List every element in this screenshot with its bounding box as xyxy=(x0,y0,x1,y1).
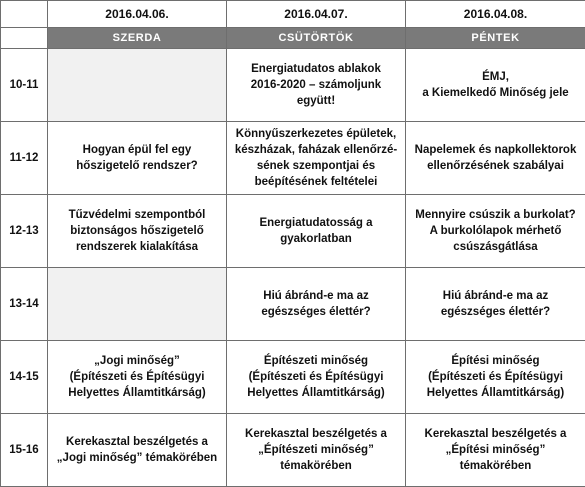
session-cell xyxy=(406,49,585,122)
date-cell: 2016.04.07. xyxy=(227,1,406,28)
session-text: Energiatudatosság a gyakorlatban xyxy=(259,217,373,246)
time-slot-row xyxy=(1,49,585,122)
session-cell xyxy=(227,49,406,122)
session-text: Napelemek és napkollektorok ellenőrzésének szabályai xyxy=(414,144,577,173)
date-cell: 2016.04.08. xyxy=(406,1,585,28)
session-text: Mennyire csúszik a burkolat? A burkolólapok mérhető csúszásgátlása xyxy=(415,209,576,254)
session-cell xyxy=(227,413,406,486)
session-text: Könnyűszerkezetes épületek, készházak, faházak ellenőrzé- sének szempontjai és beépítésének feltételei xyxy=(234,128,398,189)
day-cell: SZERDA xyxy=(48,27,227,49)
time-slot-row xyxy=(1,268,585,341)
session-text: ÉMJ, a Kiemelkedő Minőség jele xyxy=(422,71,569,100)
session-cell xyxy=(48,122,227,195)
time-cell: 10-11 xyxy=(1,49,48,122)
session-cell xyxy=(48,413,227,486)
time-cell: 11-12 xyxy=(1,122,48,195)
session-text: Kerekasztal beszélgetés a „Építészeti minőség” témakörében xyxy=(245,427,387,472)
session-cell xyxy=(406,413,585,486)
date-header-row xyxy=(1,1,585,28)
session-text: Energiatudatos ablakok 2016-2020 – számoljunk együtt! xyxy=(250,63,382,108)
session-cell xyxy=(406,195,585,268)
time-slot-row xyxy=(1,195,585,268)
time-cell: 14-15 xyxy=(1,341,48,414)
time-cell: 12-13 xyxy=(1,195,48,268)
session-text: Kerekasztal beszélgetés a „Jogi minőség” témakörében xyxy=(56,435,218,464)
day-header-row xyxy=(1,27,585,49)
time-cell: 15-16 xyxy=(1,413,48,486)
session-text: Kerekasztal beszélgetés a „Építési minőség” témakörében xyxy=(424,427,567,472)
time-slot-row xyxy=(1,341,585,414)
corner-cell xyxy=(1,27,48,49)
session-text: Építési minőség (Építészeti és Építésügyi Helyettes Államtitkárság) xyxy=(426,354,565,399)
session-text: Hogyan épül fel egy hőszigetelő rendszer? xyxy=(76,144,198,173)
session-text: Hiú ábránd-e ma az egészséges élettér? xyxy=(261,290,371,319)
session-text: „Jogi minőség” (Építészeti és Építésügyi Helyettes Államtitkárság) xyxy=(68,354,206,399)
session-text: Építészeti minőség (Építészeti és Építésügyi Helyettes Államtitkárság) xyxy=(247,354,385,399)
session-text: Tűzvédelmi szempontból biztonságos hőszigetelő rendszerek kialakítása xyxy=(68,209,206,254)
time-slot-row xyxy=(1,122,585,195)
session-cell-empty xyxy=(48,49,227,122)
session-cell xyxy=(406,268,585,341)
session-cell xyxy=(227,122,406,195)
time-cell: 13-14 xyxy=(1,268,48,341)
session-cell-empty xyxy=(48,268,227,341)
day-cell: CSÜTÖRTÖK xyxy=(227,27,406,49)
session-text: Hiú ábránd-e ma az egészséges élettér? xyxy=(440,290,551,319)
session-cell xyxy=(406,122,585,195)
session-cell xyxy=(48,195,227,268)
session-cell xyxy=(227,341,406,414)
day-cell: PÉNTEK xyxy=(406,27,585,49)
session-cell xyxy=(227,195,406,268)
session-cell xyxy=(48,341,227,414)
time-slot-row xyxy=(1,413,585,486)
session-cell xyxy=(227,268,406,341)
corner-cell xyxy=(1,1,48,28)
session-cell xyxy=(406,341,585,414)
date-cell: 2016.04.06. xyxy=(48,1,227,28)
